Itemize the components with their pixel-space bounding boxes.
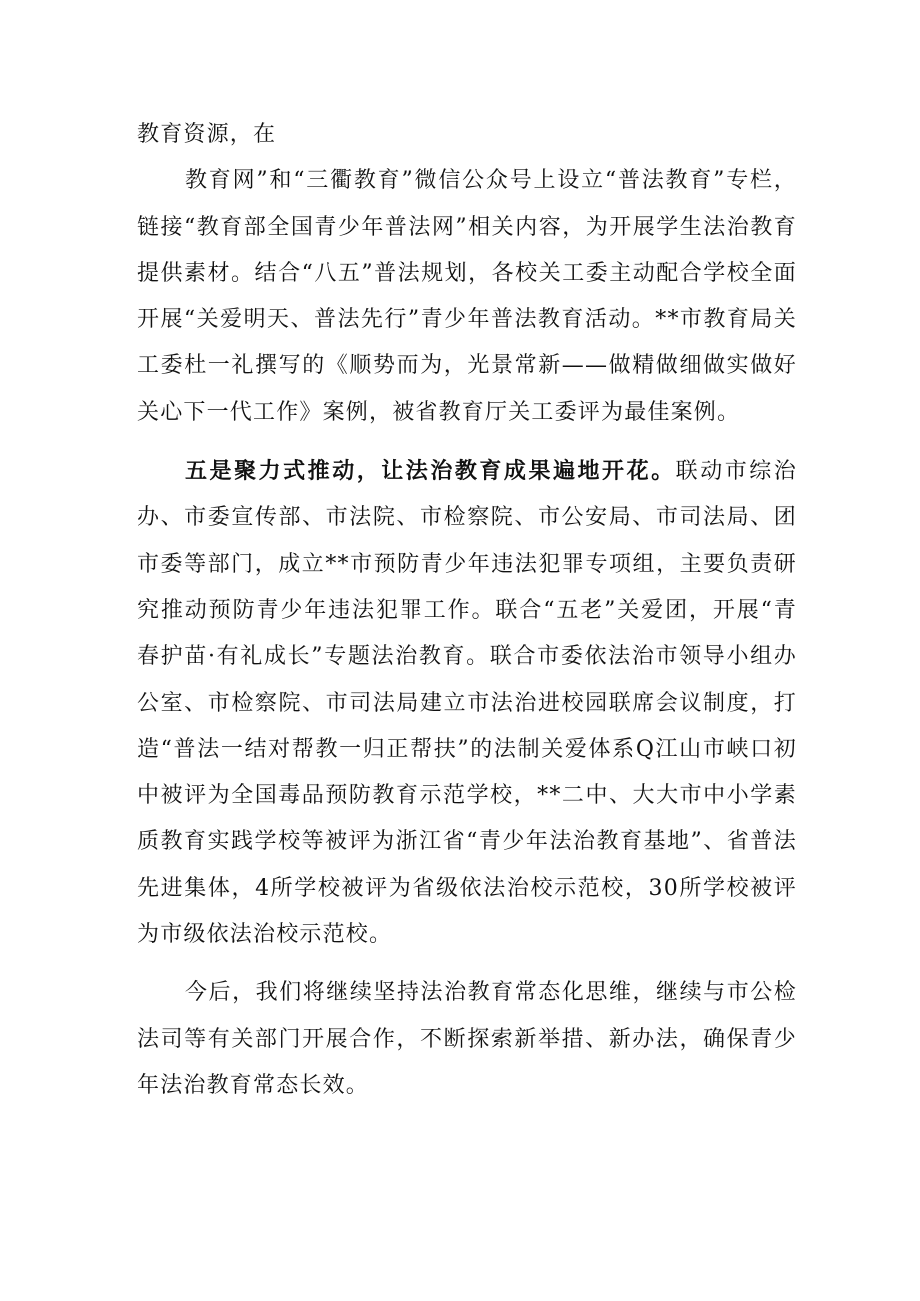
paragraph-future-plan: 今后，我们将继续坚持法治教育常态化思维，继续与市公检法司等有关部门开展合作，不断探索新举措、新办法，确保青少年法治教育常态长效。 — [137, 980, 797, 1098]
paragraph-coordinated-promotion — [137, 448, 797, 958]
paragraph-body: 联动市综治办、市委宣传部、市法院、市检察院、市公安局、市司法局、团市委等部门，成立**市预防青少年违法犯罪专项组，主要负责研究推动预防青少年违法犯罪工作。联合“五老”关爱团，开展“青春护苗·有礼成长”专题法治教育。联合市委依法治市领导小组办公室、市检察院、市司法局建立市法治进校园联席会议制度，打造“普法一结对帮教一归正帮扶”的法制关爱体系Q江山市峡口初中被评为全国毒品预防教育示范学校，**二中、大大市中小学素质教育实践学校等被评为浙江省“青少年法治教育基地”、省普法先进集体，4所学校被评为省级依法治校示范校，30所学校被评为市级依法治校示范校。 — [137, 459, 797, 948]
paragraph-heading: 五是聚力式推动，让法治教育成果遍地开花。 — [185, 458, 676, 485]
paragraph-fragment: 教育资源，在 — [137, 122, 277, 147]
document-body — [137, 112, 797, 1109]
paragraph-education-resources: 教育网”和“三衢教育”微信公众号上设立“普法教育”专栏，链接“教育部全国青少年普法网”相关内容，为开展学生法治教育提供素材。结合“八五”普法规划，各校关工委主动配合学校全面开展“关爱明天、普法先行”青少年普法教育活动。**市教育局关工委杜一礼撰写的《顺势而为，光景常新——做精做细做实做好关心下一代工作》案例，被省教育厅关工委评为最佳案例。 — [137, 168, 797, 425]
